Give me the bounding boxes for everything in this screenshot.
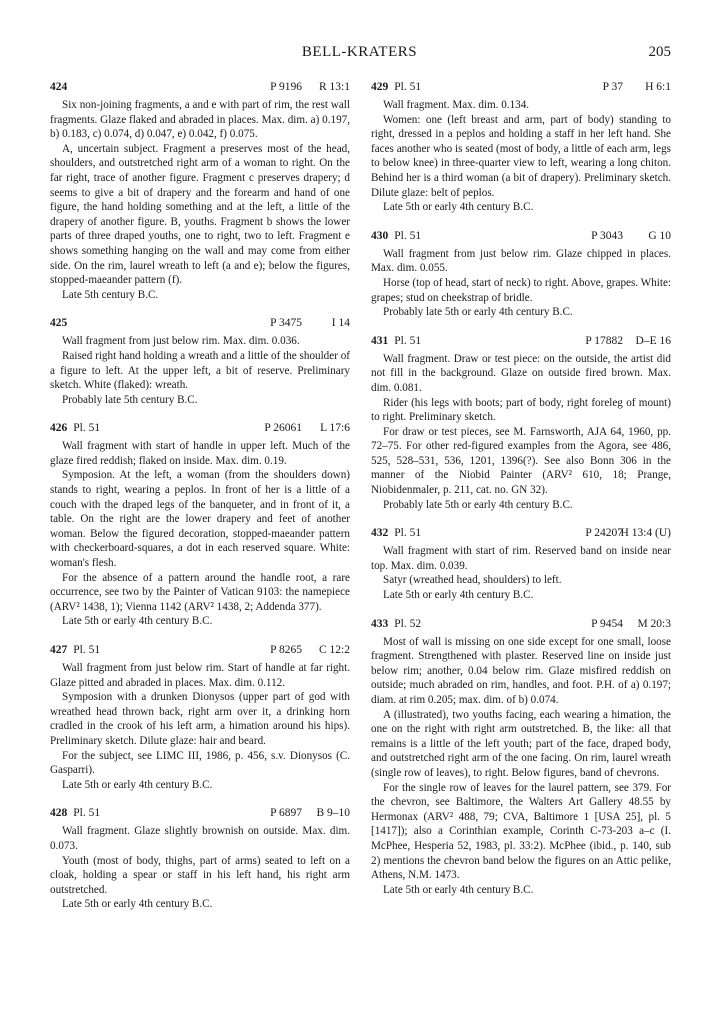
catalogue-entry	[371, 334, 671, 513]
inventory-number: P 37	[602, 81, 623, 93]
entry-paragraph: Late 5th or early 4th century B.C.	[62, 778, 213, 791]
catalogue-entry	[50, 643, 350, 792]
deposit-context: M 20:3	[637, 617, 671, 630]
page-number: 205	[648, 44, 671, 60]
entry-paragraph: Probably late 5th or early 4th century B.C.	[383, 306, 573, 319]
entry-paragraph: Wall fragment with start of rim. Reserved band on inside near top. Max. dim. 0.039.	[371, 545, 671, 572]
entry-paragraph: A (illustrated), two youths facing, each wearing a himation, the one on the right with right arm outstretched. B, the like: all that remains is a little of the left youth; part of the face, draped body, and outstretched right arm of the one facing. On rim, laurel wreath (single row of leaves), to right. Below figures, band of chevrons.	[371, 708, 671, 779]
entry-paragraph: Wall fragment from just below rim. Max. dim. 0.036.	[62, 335, 300, 348]
deposit-context: B 9–10	[316, 807, 350, 820]
entry-number: 427	[50, 644, 68, 656]
entry-paragraph: Symposion with a drunken Dionysos (upper part of god with wreathed head thrown back, right arm over it, a drinking horn cradled in the crook of his left arm, a himation around his hips). Preliminary sketch. Dilute glaze: hair and beard.	[50, 691, 350, 747]
entry-number: 424	[50, 81, 68, 93]
entry-paragraph: For draw or test pieces, see M. Farnsworth, AJA 64, 1960, pp. 72–75. For other red-figured examples from the Agora, see 486, 525, 528–531, 536, 1201, 1396(?). See also Bonn 306 in the manner of the Niobid Painter (ARV² 610, 18; Prange, Niobidenmaler, p. 211, cat. no. GN 32).	[371, 425, 671, 497]
entry-paragraph: Horse (top of head, start of neck) to right. Above, grapes. White: grapes; stud on cheekstrap of bridle.	[371, 276, 671, 304]
deposit-context: L 17:6	[320, 422, 350, 435]
inventory-number: P 24207	[585, 527, 623, 540]
entry-number: 431	[371, 334, 389, 347]
entry-paragraph: Wall fragment from just below rim. Glaze chipped in places. Max. dim. 0.055.	[371, 247, 671, 275]
entry-paragraph: Late 5th or early 4th century B.C.	[383, 201, 534, 214]
entry-paragraph: Women: one (left breast and arm, part of body) standing to right, dressed in a peplos and holding a staff in her left hand. She faces another who is seated (most of body, a little of each arm, legs to below knee) in three-quarter view to left, wearing a long chiton. Behind her is a third woman (a bit of drapery). Preliminary sketch. Dilute glaze: belt of peplos.	[371, 113, 671, 199]
inventory-number: P 3475	[270, 317, 302, 330]
entry-paragraph: For the subject, see LIMC III, 1986, p. 456, s.v. Dionysos (C. Gasparri).	[50, 749, 350, 777]
catalogue-entry	[50, 421, 350, 629]
entry-header	[371, 617, 671, 632]
entry-number: 432	[371, 527, 389, 540]
inventory-number: P 8265	[270, 644, 302, 656]
deposit-context: C 12:2	[319, 644, 350, 656]
plate-reference: Pl. 51	[394, 229, 422, 242]
entry-paragraph: Symposion. At the left, a woman (from the shoulders down) stands to right, wearing a peplos. In front of her is a little of a couch with the draped legs of the banqueter, and in front of it, a table. On the right are the lower drapery and feet of another woman. Below the figured decoration, stopped-maeander pattern with checkerboard-squares, a dot in each reserved square. White: woman's flesh.	[50, 469, 350, 570]
entry-header	[50, 806, 350, 821]
entry-paragraph: Most of wall is missing on one side except for one small, loose fragment. Strengthened with plaster. Reserved line on inside just below rim; another, 0.04 below rim. Glaze misfired reddish on outside; much abraded on rim, handles, and foot. P.H. of a) 0.197; diam. at rim 0.205; max. dim. of b) 0.074.	[371, 635, 671, 706]
entry-header	[50, 80, 350, 95]
entry-paragraph: Late 5th or early 4th century B.C.	[62, 615, 213, 628]
entry-header	[371, 80, 671, 95]
plate-reference: Pl. 51	[73, 644, 101, 656]
entry-paragraph: Late 5th century B.C.	[62, 288, 159, 301]
entry-paragraph: Six non-joining fragments, a and e with part of rim, the rest wall fragments. Glaze flaked and abraded in places. Max. dim. a) 0.197, b) 0.183, c) 0.074, d) 0.047, e) 0.042, f) 0.075.	[50, 99, 350, 141]
entry-paragraph: Wall fragment with start of handle in upper left. Much of the glaze fired reddish; flaked on inside. Max. dim. 0.19.	[50, 440, 350, 467]
entry-number: 428	[50, 807, 68, 820]
deposit-context: D–E 16	[635, 334, 671, 347]
deposit-context: G 10	[648, 229, 671, 242]
plate-reference: Pl. 51	[394, 81, 422, 93]
inventory-number: P 6897	[270, 807, 302, 820]
entry-paragraph: Satyr (wreathed head, shoulders) to left.	[383, 574, 562, 587]
entry-paragraph: Late 5th or early 4th century B.C.	[383, 883, 534, 896]
entry-number: 430	[371, 229, 389, 242]
plate-reference: Pl. 51	[394, 527, 422, 540]
entry-header	[371, 526, 671, 541]
running-head	[0, 44, 719, 66]
plate-reference: Pl. 52	[394, 617, 422, 630]
inventory-number: P 9454	[591, 617, 623, 630]
entry-paragraph: Wall fragment. Glaze slightly brownish on outside. Max. dim. 0.073.	[50, 825, 350, 852]
plate-reference: Pl. 51	[73, 422, 101, 435]
deposit-context: I 14	[331, 317, 350, 330]
catalogue-entry	[371, 526, 671, 602]
inventory-number: P 3043	[591, 229, 623, 242]
catalogue-entry	[371, 80, 671, 215]
deposit-context: H 13:4 (U)	[620, 527, 671, 540]
entry-paragraph: For the single row of leaves for the laurel pattern, see 379. For the chevron, see Baltimore, the Walters Art Gallery 48.55 by Hermonax (ARV² 488, 79; CVA, Baltimore 1 [USA 25], pl. 5 [1417]); also a Corinthian example, Corinth C-73-203 a–c (I. McPhee, Hesperia 52, 1983, pl. 33:2). McPhee (ibid., p. 140, sub 2) mentions the chevron band below the figures on an Attic pelike, Athens, N.M. 1473.	[371, 781, 671, 882]
entry-header	[371, 229, 671, 244]
entry-header	[371, 334, 671, 349]
entry-paragraph: For the absence of a pattern around the handle root, a rare occurrence, see two by the Painter of Vatican 9103: the namepiece (ARV² 1438, 1); Vienna 1142 (ARV² 1438, 2; Addenda 377).	[50, 571, 350, 613]
entry-paragraph: Late 5th or early 4th century B.C.	[383, 589, 534, 602]
entry-number: 433	[371, 617, 389, 630]
entry-header	[50, 421, 350, 436]
entry-paragraph: Probably late 5th or early 4th century B.C.	[383, 498, 573, 511]
entry-paragraph: Wall fragment. Draw or test piece: on the outside, the artist did not fill in the background. Glaze on outside fired brown. Max. dim. 0.081.	[371, 352, 671, 394]
catalogue-entry	[371, 617, 671, 898]
inventory-number: P 26061	[264, 422, 302, 435]
catalogue-entry	[50, 316, 350, 407]
entry-header	[50, 316, 350, 331]
catalogue-entry	[371, 229, 671, 320]
catalogue-entry	[50, 806, 350, 912]
entry-paragraph: Raised right hand holding a wreath and a little of the shoulder of a figure to left. At the upper left, a bit of reserve. Preliminary sketch. White (flaked): wreath.	[50, 349, 350, 392]
catalogue-entry	[50, 80, 350, 302]
entry-paragraph: A, uncertain subject. Fragment a preserves most of the head, shoulders, and outstretched right arm of a woman to right. On the far right, trace of another figure. Fragment c preserves drapery; d seems to give a bit of drapery and the forearm and hand of one figure, the hand holding something and at the left, a little of the drapery of another figure. B, youths. Fragment b shows the lower parts of three draped youths, one to right, two to left. Fragment e shows something hanging on the wall and may come from either side. On the rim, laurel wreath to left (a and e); below the figures, stopped-maeander pattern (f).	[50, 142, 350, 287]
entry-paragraph: Late 5th or early 4th century B.C.	[62, 898, 213, 911]
right-column	[371, 80, 671, 911]
entry-number: 429	[371, 81, 389, 93]
inventory-number: P 17882	[585, 334, 623, 347]
deposit-context: H 6:1	[645, 81, 671, 93]
entry-paragraph: Wall fragment. Max. dim. 0.134.	[383, 99, 530, 111]
deposit-context: R 13:1	[319, 81, 350, 93]
inventory-number: P 9196	[270, 81, 302, 93]
entry-number: 426	[50, 422, 68, 435]
left-column	[50, 80, 350, 926]
entry-header	[50, 643, 350, 658]
running-head-title: BELL-KRATERS	[301, 44, 418, 60]
entry-paragraph: Youth (most of body, thighs, part of arms) seated to left on a cloak, holding a spear or staff in his left hand, his right arm outstretched.	[50, 854, 350, 896]
entry-paragraph: Rider (his legs with boots; part of body, right foreleg of mount) to right. Preliminary sketch.	[371, 396, 671, 424]
entry-number: 425	[50, 317, 68, 330]
entry-paragraph: Wall fragment from just below rim. Start of handle at far right. Glaze pitted and abraded in places. Max. dim. 0.112.	[50, 662, 350, 689]
plate-reference: Pl. 51	[73, 807, 101, 820]
entry-paragraph: Probably late 5th century B.C.	[62, 393, 198, 406]
plate-reference: Pl. 51	[394, 334, 422, 347]
